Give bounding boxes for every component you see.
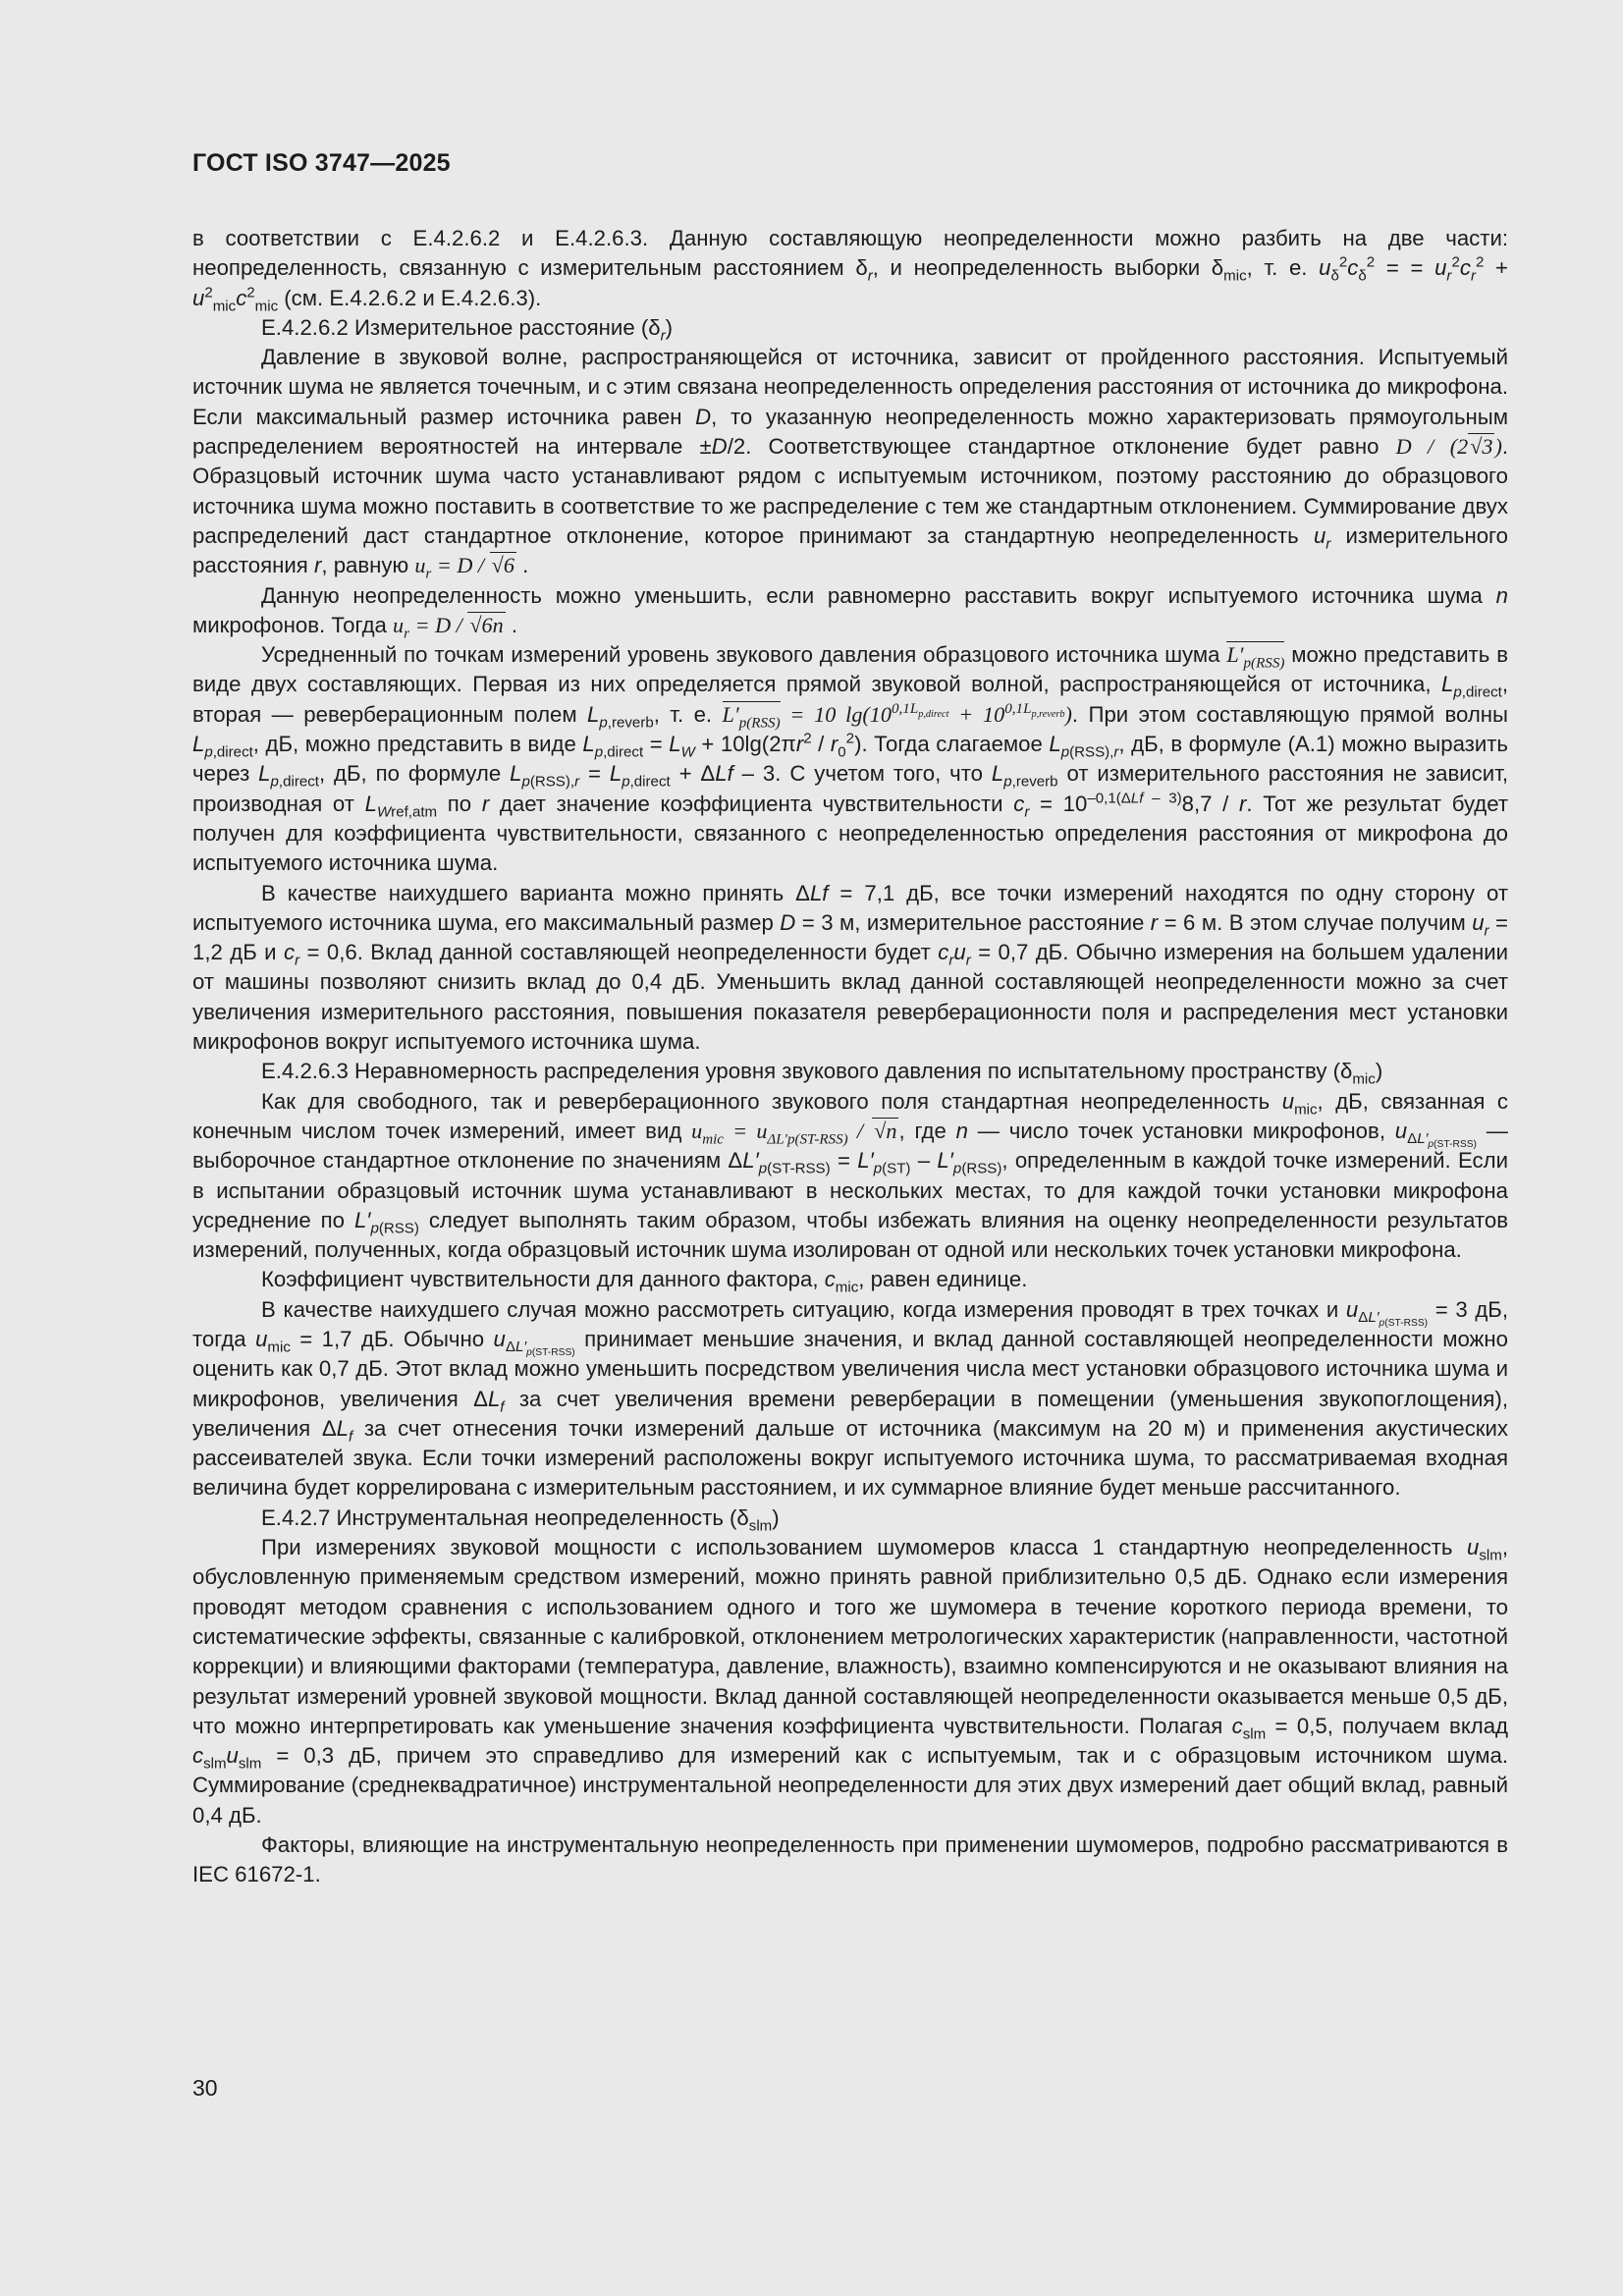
formula-lp-sum: $L'_{p(RSS)} = 10$ $\lg(10^{0,1L_{p,direct}} + 10^{0,1L_{p,reverb}})$	[722, 701, 1072, 732]
paragraph-measurement-distance: Давление в звуковой волне, распространяющейся от источника, зависит от пройденного расстояния. Испытуемый источник шума не является точечным, и с этим связана неопределенность определения расстояния от источника до микрофона. Если максимальный размер источника равен D, то указанную неопределенность можно характеризовать прямоугольным распределением вероятностей на интервале ±D/2. Соответствующее стандартное отклонение будет равно D / (2√3). Образцовый источник шума часто устанавливают рядом с испытуемым источником, поэтому расстоянию до образцового источника шума можно поставить в соответствие то же распределение с тем же стандартным отклонением. Суммирование двух распределений даст стандартное отклонение, которое принимают за стандартную неопределенность $u_r$ измерительного расстояния r, равную $u_r = D / √6$ .	[192, 345, 1509, 582]
formula-umic: $u_{mic} = u_{\Delta L'p(ST-RSS)} / √n$	[691, 1118, 897, 1148]
paragraph-averaged-level: Усредненный по точкам измерений уровень звукового давления образцового источника шума $L'_{p(RSS)}$ можно представить в виде двух составляющих. Первая из них определяется прямой звуковой волной, распространяющейся от источника, $L_{p,direct}$, вторая — реверберационным полем $L_{p,reverb}$, т. е. $L'_{p(RSS)} = 10$ $\lg(10^{0,1L_{p,direct}} + 10^{0,1L_{p,reverb}})$. При этом составляющую прямой волны $L_{p,direct}$, дБ, можно представить в виде $L_{p,direct} = L_W + 10\lg(2\pi r^2 / r_0^2)$. Тогда слагаемое $L_{p(RSS),r}$, дБ, в формуле (А.1) можно выразить через $L_{p,direct}$, дБ, по формуле $L_{p(RSS),r} = L_{p,direct} + \Delta Lf - 3$. С учетом того, что $L_{p,reverb}$ от измерительного расстояния не зависит, производная от $L_{Wref,atm}$ по r дает значение коэффициента чувствительности $c_r = 10^{-0,1(\Delta Lf - 3)}8,7 / r$. Тот же результат будет получен для коэффициента чувствительности, связанного с неопределенностью определения расстояния от микрофона до испытуемого источника шума.	[192, 642, 1509, 876]
section-heading-e4263: Е.4.2.6.3 Неравномерность распределения уровня звукового давления по испытательному пространству $(\delta_{mic})$	[261, 1059, 1383, 1088]
document-body	[192, 224, 1508, 1890]
paragraph-worst-case-distance: В качестве наихудшего варианта можно принять ΔLf = 7,1 дБ, все точки измерений находятся по одну сторону от испытуемого источника шума, его максимальный размер D = 3 м, измерительное расстояние r = 6 м. В этом случае получим $u_r = 1,2$ дБ и $c_r = 0,6$. Вклад данной составляющей неопределенности будет $c_ru_r = 0,7$ дБ. Обычно измерения на большем удалении от машины позволяют снизить вклад до 0,4 дБ. Уменьшить вклад данной составляющей неопределенности можно за счет увеличения измерительного расстояния, повышения показателя реверберационности поля и распределения мест установки микрофонов вокруг испытуемого источника шума.	[192, 880, 1509, 1055]
section-heading-e4262: Е.4.2.6.2 Измерительное расстояние $(\delta_r)$	[261, 314, 673, 345]
formula-ur-d-sqrt6: $u_r = D / √6$	[414, 553, 514, 582]
page-header: ГОСТ ISO 3747—2025	[192, 149, 451, 177]
formula-lp-rss-mean: $L'_{p(RSS)}$	[1226, 642, 1285, 672]
paragraph-reduce-uncertainty: Данную неопределенность можно уменьшить, если равномерно расставить вокруг испытуемого источника шума n микрофонов. Тогда $u_r = D / √6n$ .	[192, 582, 1508, 642]
paragraph-factors: Факторы, влияющие на инструментальную неопределенность при применении шумомеров, подробно рассматриваются в IEC 61672-1.	[192, 1832, 1508, 1887]
page-number: 30	[192, 2075, 218, 2101]
paragraph-intro: в соответствии с Е.4.2.6.2 и Е.4.2.6.3. Данную составляющую неопределенности можно разбить на две части: неопределенность, связанную с измерительным расстоянием $\delta_r$, и неопределенность выборки $\delta_{mic}$, т. е. $u_\delta^2c_\delta^2$ = = $u_r^2c_r^2 + u^2_{mic}c^2_{mic}$ (см. Е.4.2.6.2 и Е.4.2.6.3).	[192, 226, 1508, 315]
formula-d-over-2sqrt3: D / (2√3)	[1395, 434, 1502, 460]
paragraph-sensitivity-coefficient: Коэффициент чувствительности для данного фактора, $c_{mic}$, равен единице.	[261, 1267, 1028, 1296]
paragraph-nonuniformity: Как для свободного, так и реверберационного звукового поля стандартная неопределенность $u_{mic}$, дБ, связанная с конечным числом точек измерений, имеет вид $u_{mic} = u_{\Delta L'p(ST-RSS)} / √n$, где n — число точек установки микрофонов, $u_{\Delta L'_{p(ST-RSS)}}$ — выборочное стандартное отклонение по значениям $\Delta L'_{p(ST-RSS)} = L'_{p(ST)} - L'_{p(RSS)}$, определенным в каждой точке измерений. Если в испытании образцовый источник шума устанавливают в нескольких местах, то для каждой точки установки микрофона усреднение по $L'_{p(RSS)}$ следует выполнять таким образом, чтобы избежать влияния на оценку неопределенности результатов измерений, полученных, когда образцовый источник шума изолирован от одной или нескольких точек установки микрофона.	[192, 1088, 1509, 1263]
section-heading-e427: Е.4.2.7 Инструментальная неопределенность $(\delta_{slm})$	[261, 1504, 780, 1535]
paragraph-instrumental: При измерениях звуковой мощности с использованием шумомеров класса 1 стандартную неопределенность $u_{slm}$, обусловленную применяемым средством измерений, можно принять равной приблизительно 0,5 дБ. Однако если измерения проводят методом сравнения с использованием одного и того же шумомера в течение короткого периода времени, то систематические эффекты, связанные с калибровкой, отклонением метрологических характеристик (направленности, частотной коррекции) и влияющими факторами (температура, давление, влажность), взаимно компенсируются и не оказывают влияния на результат измерений уровней звуковой мощности. Вклад данной составляющей неопределенности оказывается меньше 0,5 дБ, что можно интерпретировать как уменьшение значения коэффициента чувствительности. Полагая $c_{slm} = 0,5$, получаем вклад $c_{slm}u_{slm} = 0,3$ дБ, причем это справедливо для измерений как с испытуемым, так и с образцовым источником шума. Суммирование (среднеквадратичное) инструментальной неопределенности для этих двух измерений дает общий вклад, равный 0,4 дБ.	[192, 1535, 1509, 1828]
formula-ur-d-sqrt6n: $u_r = D / √6n$	[393, 612, 504, 642]
paragraph-worst-case-mic: В качестве наихудшего случая можно рассмотреть ситуацию, когда измерения проводят в трех точках и $u_{\Delta L'_{p(ST-RSS)}} = 3$ дБ, тогда $u_{mic} = 1,7$ дБ. Обычно $u_{\Delta L'_{p(ST-RSS)}}$ принимает меньшие значения, и вклад данной составляющей неопределенности можно оценить как 0,7 дБ. Этот вклад можно уменьшить посредством увеличения числа мест установки образцового источника шума и микрофонов, увеличения $\Delta L_f$ за счет увеличения времени реверберации в помещении (уменьшения звукопоглощения), увеличения $\Delta L_f$ за счет отнесения точки измерений дальше от источника (максимум на 20 м) и применения акустических рассеивателей звука. Если точки измерений расположены вокруг испытуемого источника шума, то рассматриваемая входная величина будет коррелирована с измерительным расстоянием, и их суммарное влияние будет меньше рассчитанного.	[192, 1296, 1508, 1501]
